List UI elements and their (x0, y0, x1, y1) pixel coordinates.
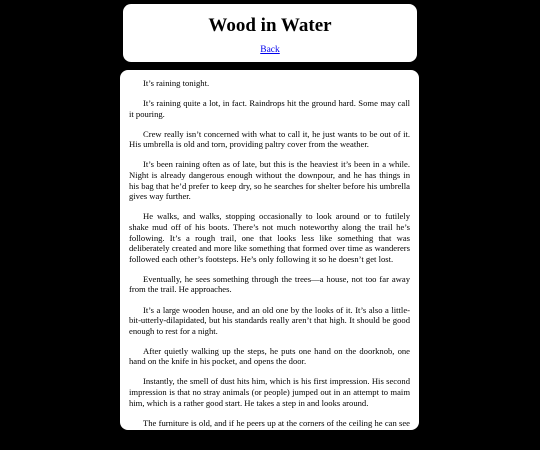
story-paragraph: He walks, and walks, stopping occasionally to look around or to futilely shake mud off of his boots. There’s not much noteworthy along the trail he’s following. It’s a rough trail, one that looks less like something that was deliberately created and more like something that formed over time as wanderers followed each other’s footsteps. He’s only following it so he doesn’t get lost. (129, 211, 410, 264)
story-card (120, 70, 419, 449)
header-card (123, 4, 417, 62)
story-paragraph: The furniture is old, and if he peers up at the corners of the ceiling he can see some mold growing. It doesn’t look like this place has been lived in for a very long (129, 417, 410, 449)
story-paragraph: After quietly walking up the steps, he puts one hand on the doorknob, one hand on the knife in his pocket, and opens the door. (129, 345, 410, 367)
page-title: Wood in Water (208, 15, 332, 36)
story-paragraph: It’s been raining often as of late, but this is the heaviest it’s been in a while. Night is already dangerous enough without the downpour, and he has things in his bag that he’d prefer to keep dry, so he searches for shelter before his umbrella gives way further. (129, 159, 410, 202)
story-paragraph: Crew really isn’t concerned with what to call it, he just wants to be out of it. His umbrella is old and torn, providing paltry cover from the weather. (129, 128, 410, 150)
story-paragraph: Eventually, he sees something through the trees—a house, not too far away from the trail. He approaches. (129, 273, 410, 295)
back-link[interactable]: Back (260, 45, 280, 55)
story-paragraph: It’s raining tonight. (143, 78, 210, 88)
story-paragraph: It’s a large wooden house, and an old one by the looks of it. It’s also a little-bit-utterly-dilapidated, but his standards really aren’t that high. It should be good enough to rest for a night. (129, 304, 410, 336)
story-paragraph: It’s raining quite a lot, in fact. Raindrops hit the ground hard. Some may call it pouring. (129, 98, 410, 119)
story-paragraph: Instantly, the smell of dust hits him, which is his first impression. His second impression is that no stray animals (or people) jumped out in an attempt to maim him, which is a rather good start. He takes a step in and looks around. (129, 376, 410, 408)
